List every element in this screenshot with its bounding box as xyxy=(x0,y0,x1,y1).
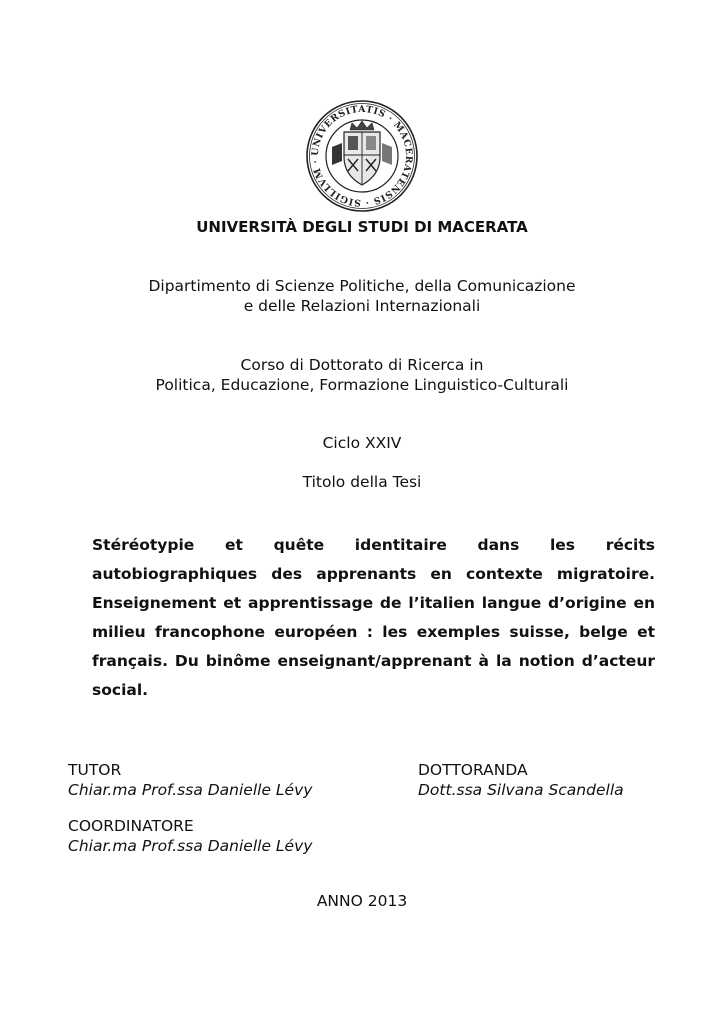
tutor-name: Chiar.ma Prof.ssa Danielle Lévy xyxy=(68,781,313,799)
coordinator-label: COORDINATORE xyxy=(68,817,194,835)
seal-text: UNIVERSITATIS · MACERATENSIS · SIGILLVM · xyxy=(309,103,415,209)
coordinator-name: Chiar.ma Prof.ssa Danielle Lévy xyxy=(68,837,313,855)
cycle: Ciclo XXIV xyxy=(322,434,402,452)
candidate-block xyxy=(418,760,624,800)
course-line-2: Politica, Educazione, Formazione Linguistico-Culturali xyxy=(155,376,569,394)
tutor-label: TUTOR xyxy=(68,761,122,779)
university-seal-icon xyxy=(305,99,419,213)
tutor-block xyxy=(68,760,312,800)
department xyxy=(0,276,724,316)
department-line-2: e delle Relazioni Internazionali xyxy=(243,297,481,315)
candidate-name: Dott.ssa Silvana Scandella xyxy=(418,781,624,799)
doctoral-course xyxy=(0,355,724,395)
thesis-title-label: Titolo della Tesi xyxy=(302,473,422,491)
academic-year: ANNO 2013 xyxy=(316,892,408,910)
department-line-1: Dipartimento di Scienze Politiche, della Comunicazione xyxy=(148,277,576,295)
candidate-label: DOTTORANDA xyxy=(418,761,528,779)
university-name: UNIVERSITÀ DEGLI STUDI DI MACERATA xyxy=(196,218,528,236)
coordinator-block xyxy=(68,816,312,856)
thesis-title: Stéréotypie et quête identitaire dans les récits autobiographiques des apprenants en contexte migratoire. Enseignement et apprentissage de l’italien langue d’origine en milieu francophone européen : les exemples suisse, belge et français. Du binôme enseignant/apprenant à la notion d’acteur social. xyxy=(92,536,655,699)
course-line-1: Corso di Dottorato di Ricerca in xyxy=(240,356,484,374)
